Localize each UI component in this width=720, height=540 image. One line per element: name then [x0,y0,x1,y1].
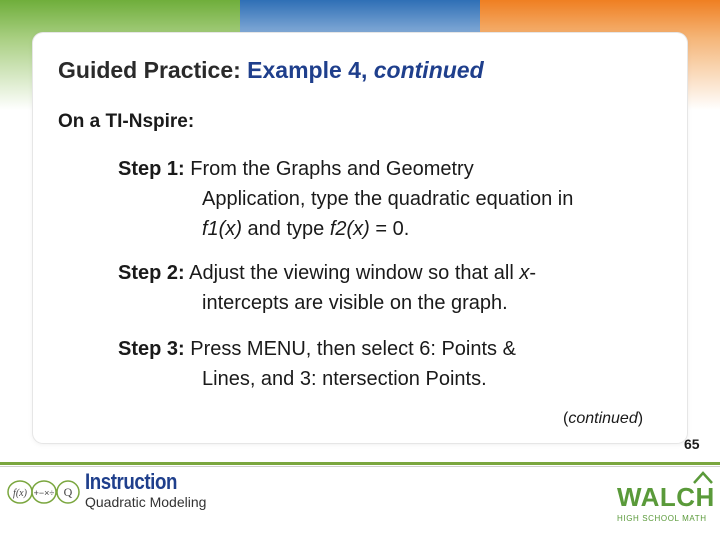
slide-title [58,57,484,84]
walch-logo [617,470,713,532]
q-icon-label: Q [63,485,73,499]
title-accent: Example 4, continued [247,57,484,83]
function-icon-label: f(x) [13,488,27,499]
operators-icon-label: +−×÷ [33,488,55,498]
brand-wordmark: WALCH [617,482,715,512]
step-2: Step 2: Adjust the viewing window so that all x- intercepts are visible on the graph. [118,262,536,314]
section-label: Instruction [85,469,177,494]
continued-note: (continued) [563,410,644,427]
step-3: Step 3: Press MENU, then select 6: Points & Lines, and 3: ntersection Points. [118,338,516,390]
page-number: 65 [684,436,700,452]
math-symbols-icon [6,478,82,506]
course-name: Quadratic Modeling [85,494,207,510]
footer-divider-shadow [0,466,720,467]
footer-divider [0,462,720,465]
step-label: Step 3: [118,338,185,360]
step-label: Step 1: [118,158,185,180]
brand-tagline: HIGH SCHOOL MATH [617,514,707,523]
title-main: Guided Practice: [58,57,248,83]
title-italic: continued [373,57,484,83]
step-1: Step 1: From the Graphs and Geometry Application, type the quadratic equation in f1(x) and type f2(x) = 0. [118,158,574,240]
slide-subtitle: On a TI-Nspire: [58,111,195,132]
step-label: Step 2: [118,262,185,284]
